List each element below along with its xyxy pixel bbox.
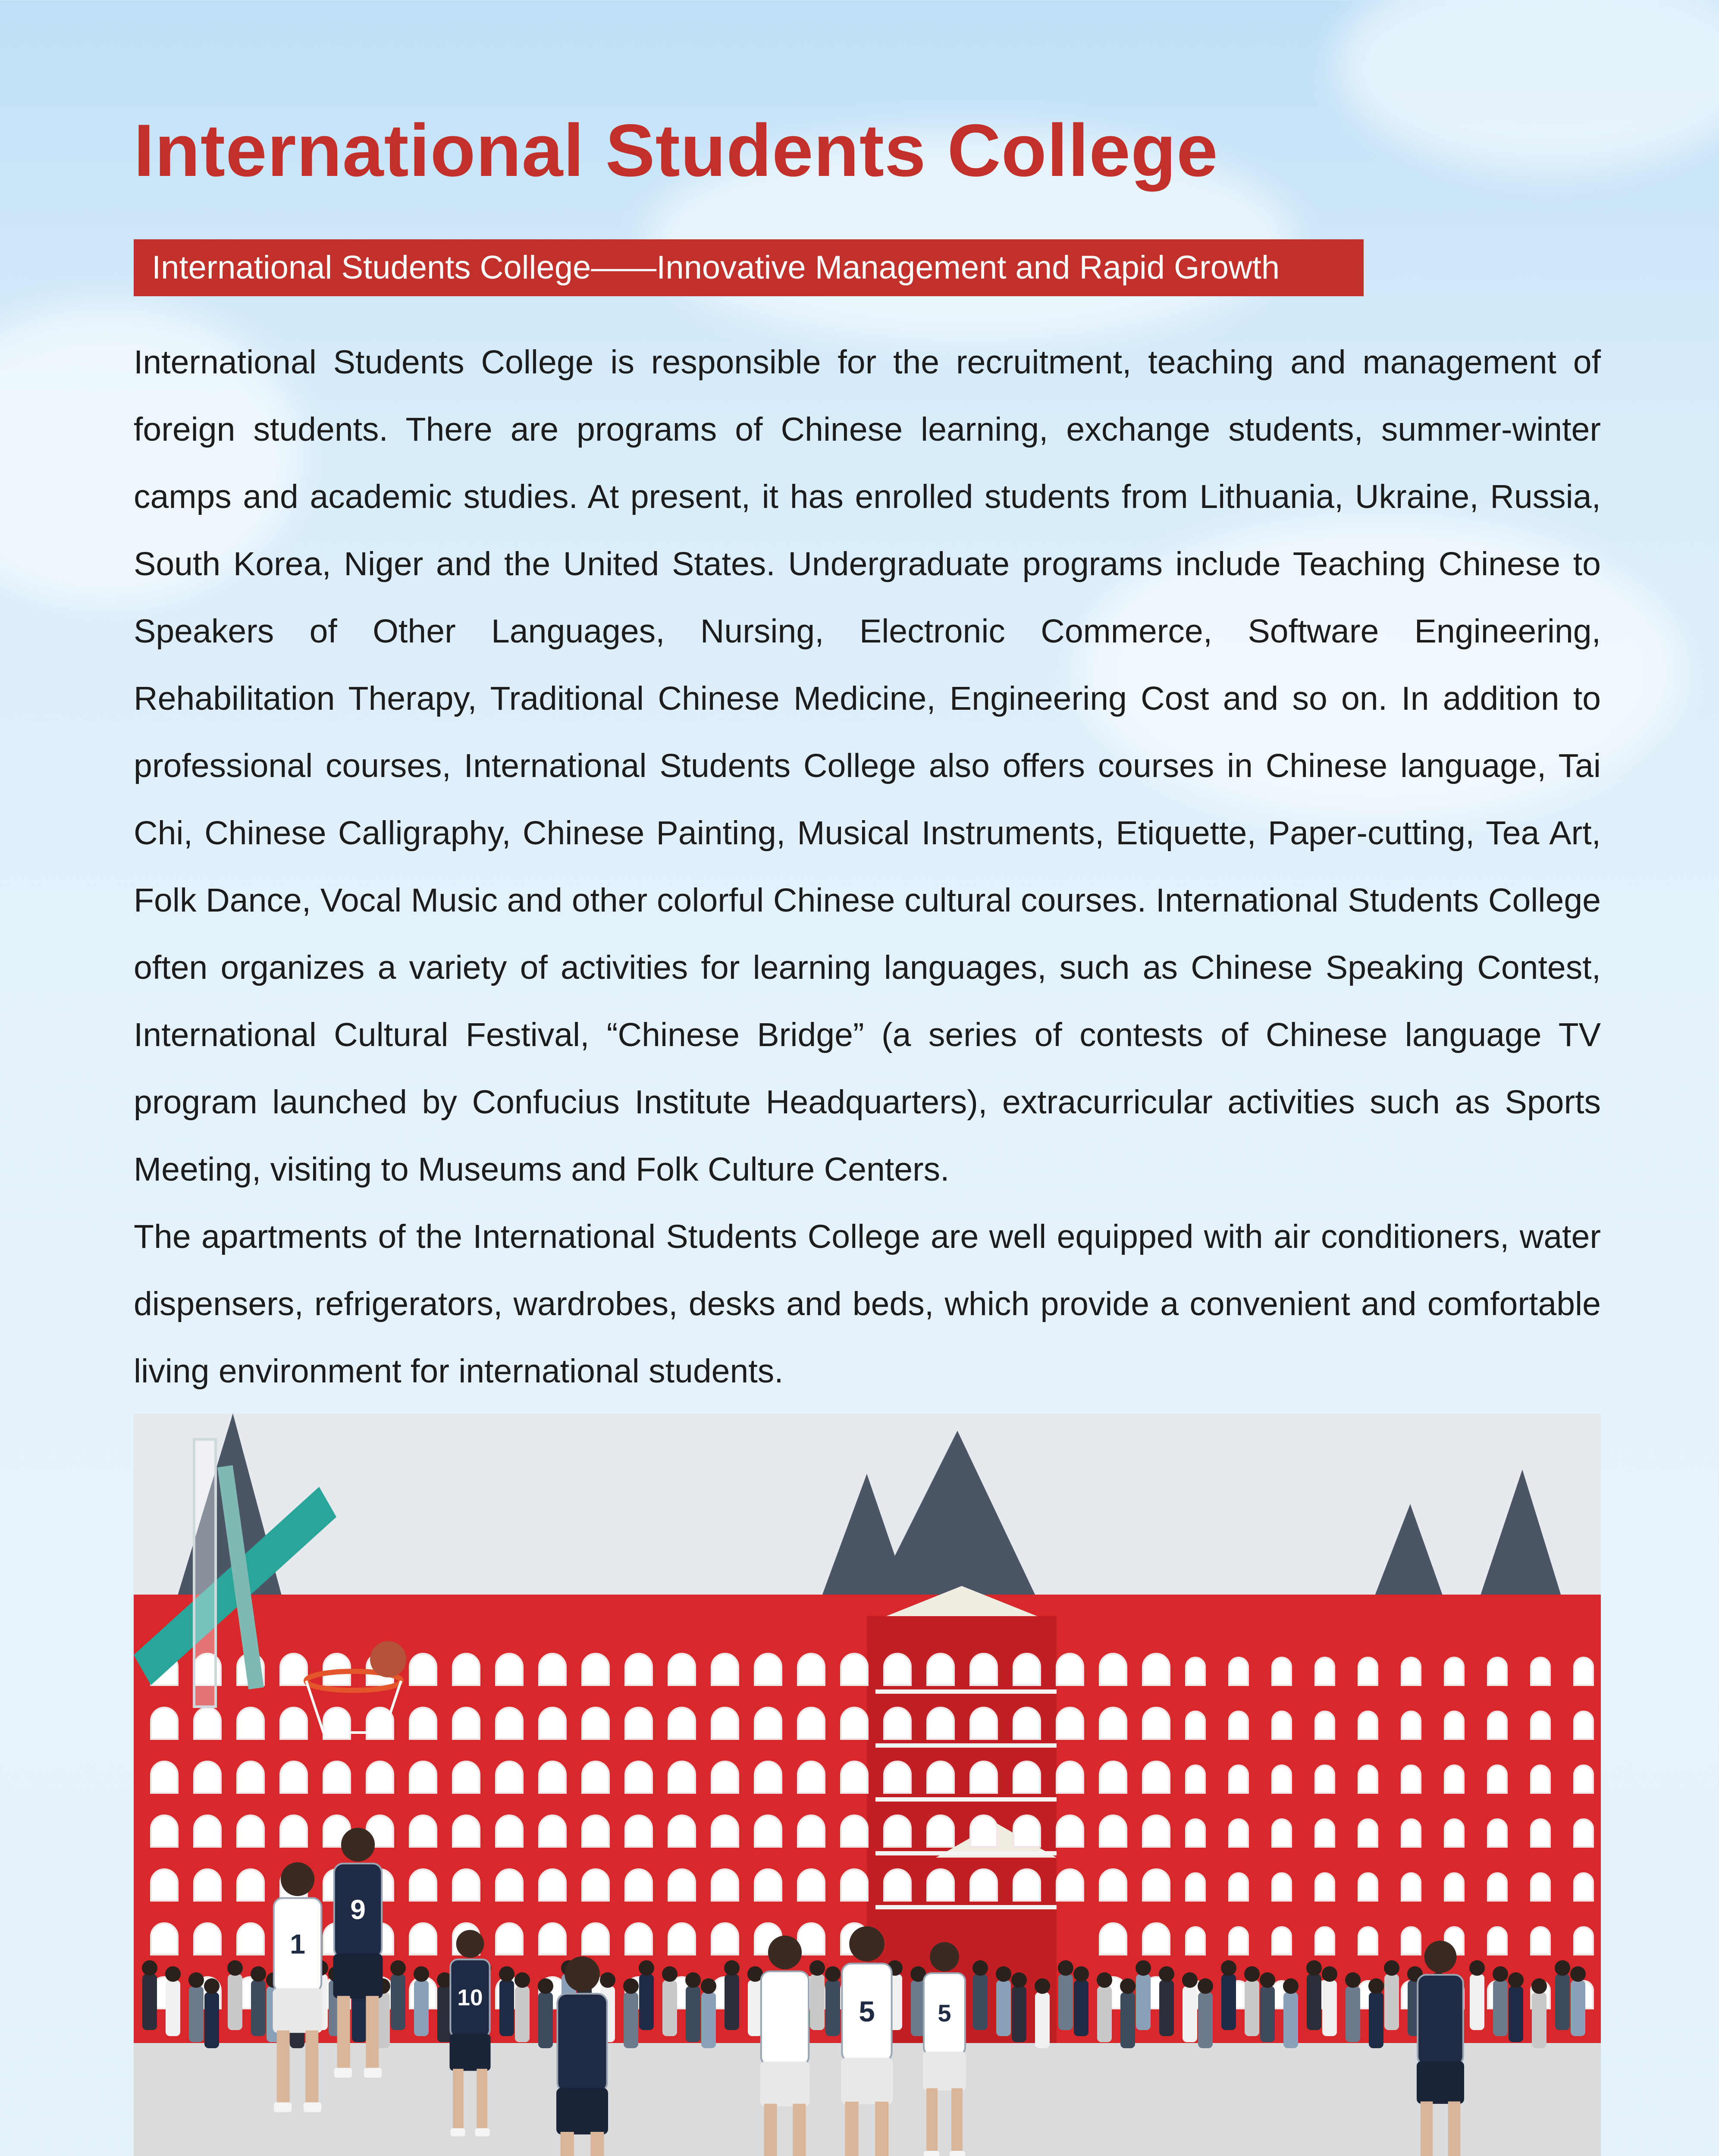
building-window bbox=[712, 1708, 738, 1739]
building-window bbox=[280, 1654, 307, 1685]
spectator bbox=[1346, 1986, 1360, 2042]
building-window bbox=[712, 1923, 738, 1955]
building-window bbox=[496, 1761, 523, 1793]
spectator bbox=[624, 1992, 638, 2048]
building-window bbox=[1100, 1761, 1126, 1793]
spectator bbox=[1283, 1992, 1298, 2048]
spectator-head bbox=[639, 1960, 654, 1976]
spectator-head bbox=[809, 1960, 825, 1976]
jersey-number: 9 bbox=[350, 1894, 366, 1925]
building-window bbox=[410, 1654, 436, 1685]
spectator-head bbox=[1073, 1966, 1089, 1982]
spectator-head bbox=[1283, 1978, 1299, 1994]
building-window bbox=[1229, 1927, 1248, 1955]
building-window bbox=[798, 1815, 825, 1847]
spectator-head bbox=[1368, 1978, 1384, 1994]
building-window bbox=[884, 1654, 911, 1685]
building-window bbox=[755, 1869, 781, 1901]
spectator-head bbox=[1306, 1960, 1322, 1976]
spectator-head bbox=[685, 1972, 701, 1988]
spectator-head bbox=[1159, 1966, 1174, 1982]
building-window bbox=[1315, 1927, 1334, 1955]
spectator bbox=[1198, 1992, 1213, 2048]
spectator bbox=[639, 1974, 654, 2030]
spectator-head bbox=[251, 1966, 266, 1982]
building-window bbox=[1272, 1765, 1291, 1793]
building-window bbox=[410, 1761, 436, 1793]
building-window bbox=[1402, 1765, 1421, 1793]
building-window bbox=[755, 1761, 781, 1793]
building-window bbox=[194, 1923, 221, 1955]
spectator bbox=[1245, 1980, 1259, 2036]
spectator bbox=[1322, 1980, 1337, 2036]
spectator bbox=[1159, 1980, 1174, 2036]
building-window bbox=[410, 1815, 436, 1847]
building-window bbox=[453, 1654, 480, 1685]
building-window bbox=[496, 1869, 523, 1901]
building-window bbox=[496, 1815, 523, 1847]
building-window bbox=[927, 1708, 954, 1739]
building-window bbox=[668, 1923, 695, 1955]
building-window bbox=[1272, 1927, 1291, 1955]
spectator-head bbox=[1555, 1960, 1570, 1976]
building-window bbox=[453, 1869, 480, 1901]
spectator-head bbox=[701, 1978, 716, 1994]
spectator bbox=[251, 1980, 266, 2036]
building-window bbox=[237, 1708, 264, 1739]
spectator bbox=[996, 1980, 1011, 2036]
building-window bbox=[237, 1869, 264, 1901]
building-window bbox=[1488, 1927, 1507, 1955]
building-window bbox=[884, 1708, 911, 1739]
building-window bbox=[1186, 1927, 1205, 1955]
building-window bbox=[798, 1761, 825, 1793]
balcony-railing bbox=[875, 1851, 1057, 1855]
building-window bbox=[539, 1815, 566, 1847]
building-window bbox=[1315, 1765, 1334, 1793]
spectator-head bbox=[142, 1960, 157, 1976]
spectator bbox=[1097, 1986, 1112, 2042]
building-window bbox=[1013, 1761, 1040, 1793]
building-window bbox=[841, 1761, 868, 1793]
building-window bbox=[1358, 1711, 1377, 1739]
building-window bbox=[927, 1761, 954, 1793]
building-window bbox=[1488, 1765, 1507, 1793]
building-window bbox=[1272, 1819, 1291, 1847]
building-window bbox=[1272, 1873, 1291, 1901]
spectator-head bbox=[825, 1966, 841, 1982]
building-window bbox=[841, 1869, 868, 1901]
building-window bbox=[798, 1654, 825, 1685]
spectator-head bbox=[1182, 1972, 1198, 1988]
building-window bbox=[668, 1869, 695, 1901]
building-window bbox=[1272, 1658, 1291, 1685]
building-window bbox=[1445, 1711, 1464, 1739]
spectator-head bbox=[204, 1978, 220, 1994]
building-window bbox=[970, 1869, 997, 1901]
building-window bbox=[1100, 1815, 1126, 1847]
building-window bbox=[841, 1654, 868, 1685]
building-window bbox=[410, 1869, 436, 1901]
building-window bbox=[194, 1708, 221, 1739]
building-window bbox=[668, 1815, 695, 1847]
spectator bbox=[1509, 1986, 1523, 2042]
basketball-campus-photo bbox=[134, 1413, 1601, 2156]
building-window bbox=[884, 1815, 911, 1847]
spectator-head bbox=[390, 1960, 406, 1976]
building-window bbox=[668, 1654, 695, 1685]
building-window bbox=[1229, 1819, 1248, 1847]
building-window bbox=[237, 1923, 264, 1955]
building-window bbox=[151, 1869, 178, 1901]
building-window bbox=[1402, 1927, 1421, 1955]
spectator bbox=[228, 1974, 242, 2030]
spectator bbox=[810, 1974, 825, 2030]
building-window bbox=[798, 1923, 825, 1955]
building-window bbox=[1100, 1869, 1126, 1901]
spectator bbox=[1035, 1992, 1050, 2048]
building-window bbox=[582, 1923, 609, 1955]
building-window bbox=[1358, 1765, 1377, 1793]
building-window bbox=[1488, 1819, 1507, 1847]
building-window bbox=[970, 1654, 997, 1685]
spectator bbox=[1183, 1986, 1197, 2042]
building-window bbox=[1574, 1873, 1593, 1901]
building-window bbox=[539, 1708, 566, 1739]
spectator bbox=[414, 1980, 429, 2036]
building-window bbox=[1057, 1708, 1083, 1739]
jersey-number: 5 bbox=[859, 1996, 875, 2028]
building-window bbox=[1574, 1819, 1593, 1847]
building-window bbox=[841, 1708, 868, 1739]
building-window bbox=[1143, 1869, 1170, 1901]
building-window bbox=[625, 1708, 652, 1739]
building-window bbox=[323, 1761, 350, 1793]
spectator bbox=[1384, 1974, 1399, 2030]
building-window bbox=[496, 1923, 523, 1955]
building-window bbox=[625, 1815, 652, 1847]
spectator bbox=[204, 1992, 219, 2048]
spectator bbox=[825, 1980, 840, 2036]
spectator bbox=[515, 1986, 530, 2042]
basketball bbox=[370, 1641, 406, 1677]
building-window bbox=[194, 1869, 221, 1901]
spectator bbox=[1571, 1980, 1585, 2036]
building-window bbox=[367, 1761, 393, 1793]
building-window bbox=[798, 1869, 825, 1901]
building-window bbox=[1229, 1873, 1248, 1901]
spectator-head bbox=[1058, 1960, 1073, 1976]
building-window bbox=[1143, 1708, 1170, 1739]
spectator bbox=[1074, 1980, 1088, 2036]
building-window bbox=[582, 1869, 609, 1901]
spectator-head bbox=[1260, 1972, 1275, 1988]
building-window bbox=[539, 1869, 566, 1901]
building-window bbox=[927, 1654, 954, 1685]
building-window bbox=[1013, 1869, 1040, 1901]
building-window bbox=[1574, 1765, 1593, 1793]
building-window bbox=[1358, 1873, 1377, 1901]
building-window bbox=[1445, 1819, 1464, 1847]
spectator bbox=[1260, 1986, 1275, 2042]
building-window bbox=[496, 1654, 523, 1685]
body-text bbox=[134, 329, 1601, 1405]
building-window bbox=[1143, 1654, 1170, 1685]
building-window bbox=[1100, 1654, 1126, 1685]
building-window bbox=[1013, 1708, 1040, 1739]
spectator-head bbox=[538, 1978, 553, 1994]
spectator-head bbox=[1345, 1972, 1361, 1988]
building-window bbox=[625, 1869, 652, 1901]
building-window bbox=[280, 1761, 307, 1793]
building-window bbox=[970, 1815, 997, 1847]
balcony-railing bbox=[875, 1797, 1057, 1802]
building-window bbox=[1402, 1711, 1421, 1739]
building-window bbox=[1272, 1711, 1291, 1739]
building-window bbox=[970, 1708, 997, 1739]
building-window bbox=[1186, 1765, 1205, 1793]
balcony-railing bbox=[875, 1743, 1057, 1748]
spectator-head bbox=[165, 1966, 181, 1982]
spectator bbox=[1221, 1974, 1236, 2030]
spectator-head bbox=[1570, 1966, 1586, 1982]
building-window bbox=[151, 1815, 178, 1847]
spectator-head bbox=[1493, 1966, 1508, 1982]
building-window bbox=[151, 1761, 178, 1793]
building-window bbox=[1057, 1869, 1083, 1901]
spectator-head bbox=[1384, 1960, 1399, 1976]
building-window bbox=[151, 1923, 178, 1955]
building-window bbox=[841, 1815, 868, 1847]
building-window bbox=[1574, 1711, 1593, 1739]
building-window bbox=[453, 1708, 480, 1739]
building-window bbox=[755, 1815, 781, 1847]
building-window bbox=[539, 1761, 566, 1793]
building-window bbox=[712, 1815, 738, 1847]
spectator-head bbox=[188, 1972, 204, 1988]
spectator-head bbox=[1531, 1978, 1547, 1994]
spectator-head bbox=[414, 1966, 429, 1982]
building-window bbox=[712, 1869, 738, 1901]
spectator bbox=[1369, 1992, 1383, 2048]
spectator bbox=[662, 1980, 677, 2036]
spectator-head bbox=[724, 1960, 740, 1976]
spectator bbox=[686, 1986, 700, 2042]
spectator-head bbox=[1469, 1960, 1485, 1976]
building-window bbox=[1488, 1873, 1507, 1901]
balcony-railing bbox=[875, 1905, 1057, 1909]
building-window bbox=[625, 1923, 652, 1955]
spectator-head bbox=[514, 1972, 530, 1988]
building-window bbox=[884, 1869, 911, 1901]
building-window bbox=[582, 1654, 609, 1685]
building-window bbox=[1531, 1873, 1550, 1901]
building-window bbox=[582, 1815, 609, 1847]
spectator bbox=[973, 1974, 988, 2030]
jersey-number: 10 bbox=[457, 1985, 483, 2011]
building-window bbox=[1057, 1815, 1083, 1847]
building-window bbox=[1100, 1708, 1126, 1739]
building-window bbox=[1445, 1873, 1464, 1901]
building-window bbox=[1531, 1927, 1550, 1955]
building-window bbox=[755, 1654, 781, 1685]
building-window bbox=[410, 1708, 436, 1739]
spectator-head bbox=[972, 1960, 988, 1976]
building-window bbox=[927, 1869, 954, 1901]
balcony-railing bbox=[875, 1689, 1057, 1694]
building-window bbox=[496, 1708, 523, 1739]
building-window bbox=[712, 1761, 738, 1793]
building-window bbox=[625, 1761, 652, 1793]
building-window bbox=[884, 1761, 911, 1793]
building-window bbox=[1100, 1923, 1126, 1955]
building-window bbox=[1143, 1815, 1170, 1847]
building-window bbox=[1143, 1923, 1170, 1955]
building-window bbox=[1531, 1819, 1550, 1847]
building-window bbox=[280, 1815, 307, 1847]
building-window bbox=[323, 1708, 350, 1739]
building-window bbox=[1057, 1761, 1083, 1793]
spectator bbox=[1058, 1974, 1073, 2030]
building-window bbox=[1358, 1819, 1377, 1847]
spectator-head bbox=[1097, 1972, 1112, 1988]
building-window bbox=[1186, 1819, 1205, 1847]
spectator-head bbox=[1198, 1978, 1213, 1994]
building-window bbox=[1445, 1658, 1464, 1685]
spectator bbox=[1136, 1974, 1151, 2030]
building-window bbox=[1229, 1658, 1248, 1685]
spectator-head bbox=[1011, 1972, 1027, 1988]
spectator-head bbox=[1244, 1966, 1260, 1982]
spectator-head bbox=[1221, 1960, 1236, 1976]
building-window bbox=[194, 1815, 221, 1847]
building-window bbox=[237, 1815, 264, 1847]
building-window bbox=[410, 1923, 436, 1955]
building-window bbox=[1358, 1658, 1377, 1685]
building-window bbox=[1488, 1658, 1507, 1685]
spectator-head bbox=[1035, 1978, 1050, 1994]
spectator-head bbox=[227, 1960, 243, 1976]
building-window bbox=[1402, 1873, 1421, 1901]
spectator-head bbox=[499, 1966, 514, 1982]
spectator-head bbox=[600, 1972, 615, 1988]
building-window bbox=[1186, 1873, 1205, 1901]
jersey-number: 1 bbox=[290, 1928, 305, 1960]
spectator bbox=[1470, 1974, 1484, 2030]
spectator-head bbox=[623, 1978, 639, 1994]
spectator bbox=[1012, 1986, 1026, 2042]
spectator bbox=[391, 1974, 405, 2030]
building-window bbox=[194, 1761, 221, 1793]
spectator bbox=[499, 1980, 514, 2036]
apartments-paragraph: The apartments of the International Students College are well equipped with air conditioners, water dispensers, refrigerators, wardrobes, desks and beds, which provide a convenient and comfortable living environment for international students. bbox=[134, 1218, 1601, 1390]
spectator bbox=[1532, 1992, 1546, 2048]
building-window bbox=[1057, 1654, 1083, 1685]
spectator bbox=[538, 1992, 553, 2048]
spectator bbox=[166, 1980, 180, 2036]
building-window bbox=[625, 1654, 652, 1685]
building-window bbox=[1574, 1927, 1593, 1955]
spectator bbox=[725, 1974, 739, 2030]
spectator-head bbox=[662, 1966, 678, 1982]
spectator-head bbox=[1136, 1960, 1151, 1976]
building-window bbox=[237, 1761, 264, 1793]
building-window bbox=[1315, 1819, 1334, 1847]
building-window bbox=[755, 1708, 781, 1739]
building-window bbox=[539, 1654, 566, 1685]
jersey-number: 5 bbox=[938, 1999, 951, 2027]
building-window bbox=[1531, 1658, 1550, 1685]
building-window bbox=[712, 1654, 738, 1685]
building-window bbox=[280, 1708, 307, 1739]
building-window bbox=[453, 1761, 480, 1793]
building-window bbox=[668, 1708, 695, 1739]
building-window bbox=[1186, 1658, 1205, 1685]
building-window bbox=[927, 1815, 954, 1847]
spectator bbox=[701, 1992, 716, 2048]
spectator bbox=[189, 1986, 204, 2042]
sky-cloud bbox=[1337, 0, 1719, 172]
building-window bbox=[1186, 1711, 1205, 1739]
building-window bbox=[1315, 1711, 1334, 1739]
building-window bbox=[539, 1923, 566, 1955]
building-window bbox=[668, 1761, 695, 1793]
building-window bbox=[151, 1708, 178, 1739]
building-window bbox=[1531, 1711, 1550, 1739]
building-window bbox=[1143, 1761, 1170, 1793]
building-window bbox=[1315, 1873, 1334, 1901]
building-window bbox=[1488, 1711, 1507, 1739]
description-paragraph: International Students College is responsible for the recruitment, teaching and management of foreign students. There are programs of Chinese learning, exchange students, summer-winter camps and academic studies. At present, it has enrolled students from Lithuania, Ukraine, Russia, South Korea, Niger and the United States. Undergraduate programs include Teaching Chinese to Speakers of Other Languages, Nursing, Electronic Commerce, Software Engineering, Rehabilitation Therapy, Traditional Chinese Medicine, Engineering Cost and so on. In addition to professional courses, International Students College also offers courses in Chinese language, Tai Chi, Chinese Calligraphy, Chinese Painting, Musical Instruments, Etiquette, Paper-cutting, Tea Art, Folk Dance, Vocal Music and other colorful Chinese cultural courses. International Students College often organizes a variety of activities for learning languages, such as Chinese Speaking Contest, International Cultural Festival, “Chinese Bridge” (a series of contests of Chinese language TV program launched by Confucius Institute Headquarters), extracurricular activities such as Sports Meeting, visiting to Museums and Folk Culture Centers. bbox=[134, 344, 1601, 1188]
building-window bbox=[1315, 1658, 1334, 1685]
building-window bbox=[1402, 1658, 1421, 1685]
spectator bbox=[1493, 1980, 1508, 2036]
spectator-head bbox=[1508, 1972, 1524, 1988]
building-window bbox=[1229, 1765, 1248, 1793]
spectator bbox=[1120, 1992, 1135, 2048]
building-window bbox=[1402, 1819, 1421, 1847]
building-window bbox=[798, 1708, 825, 1739]
spectator bbox=[1555, 1974, 1570, 2030]
building-window bbox=[582, 1761, 609, 1793]
spectator-head bbox=[1322, 1966, 1337, 1982]
building-window bbox=[1358, 1927, 1377, 1955]
building-window bbox=[1013, 1654, 1040, 1685]
building-window bbox=[1013, 1815, 1040, 1847]
spectator bbox=[142, 1974, 157, 2030]
page-title: International Students College bbox=[134, 109, 1218, 192]
section-subtitle-banner: International Students College——Innovative Management and Rapid Growth bbox=[134, 239, 1364, 296]
spectator-head bbox=[1120, 1978, 1136, 1994]
building-window bbox=[453, 1815, 480, 1847]
spectator-head bbox=[996, 1966, 1011, 1982]
building-window bbox=[1574, 1658, 1593, 1685]
building-window bbox=[970, 1761, 997, 1793]
building-window bbox=[1531, 1765, 1550, 1793]
building-window bbox=[582, 1708, 609, 1739]
building-window bbox=[1229, 1711, 1248, 1739]
building-window bbox=[1445, 1765, 1464, 1793]
spectator bbox=[1307, 1974, 1321, 2030]
